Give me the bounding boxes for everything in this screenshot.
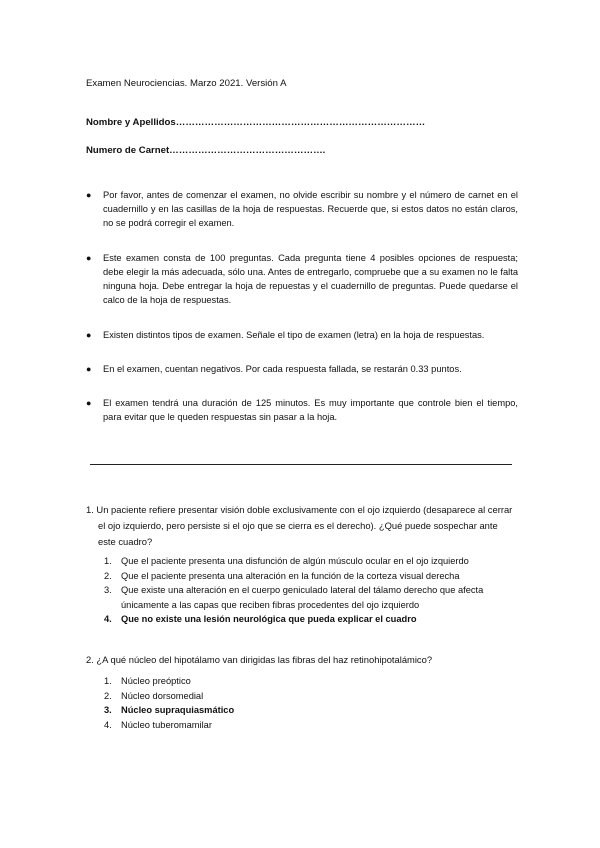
name-field: Nombre y Apellidos…………………………………………………………………… [86,117,426,128]
option-item: 2. Que el paciente presenta una alteración en la función de la corteza visual derecha [104,570,460,581]
carnet-field: Numero de Carnet…………………………………………. [86,145,326,156]
instruction-text: El examen tendrá una duración de 125 minutos. Es muy importante que controle bien el tiempo, para evitar que le queden respuestas sin pasar a la hoja. [103,398,518,422]
instruction-text: Existen distintos tipos de examen. Señale el tipo de examen (letra) en la hoja de respuestas. [103,330,485,340]
instructions-list [86,188,518,424]
bullet-icon: ● [86,398,92,408]
option-item: 1. Núcleo preóptico [104,676,191,686]
option-item-correct: 4. Que no existe una lesión neurológica que pueda explicar el cuadro [104,614,417,625]
option-item: 3. Que existe una alteración en el cuerpo geniculado lateral del tálamo derecho que afecta únicamente a las capas que reciben fibras procedentes del ojo izquierdo [104,585,484,610]
question-1 [86,502,516,627]
options-list [86,554,516,627]
separator-line [90,464,512,465]
instruction-item [86,188,518,230]
option-item: 4. Núcleo tuberomamilar [104,719,212,730]
options-list [86,674,516,732]
instruction-item [86,396,518,424]
instruction-item [86,362,518,376]
instruction-item [86,251,518,307]
question-text: 1. Un paciente refiere presentar visión doble exclusivamente con el ojo izquierdo (desaparece al cerrar el ojo izquierdo, pero persiste si el ojo que se cierra es el derecho). ¿Qué puede sospechar ante este cuadro? [86,504,513,547]
instruction-text: Por favor, antes de comenzar el examen, no olvide escribir su nombre y el número de carnet en el cuadernillo y en las casillas de la hoja de respuestas. Recuerde que, si estos datos no están claros, no se podrá corregir el examen. [103,190,518,228]
bullet-icon: ● [86,190,92,200]
bullet-icon: ● [86,364,92,374]
option-item: 2. Núcleo dorsomedial [104,690,204,701]
question-2 [86,652,516,732]
instruction-item [86,328,518,342]
question-text: 2. ¿A qué núcleo del hipotálamo van dirigidas las fibras del haz retinohipotalámico? [86,654,433,665]
bullet-icon: ● [86,330,92,340]
instruction-text: En el examen, cuentan negativos. Por cada respuesta fallada, se restarán 0.33 puntos. [103,364,462,374]
exam-title: Examen Neurociencias. Marzo 2021. Versión A [86,78,287,89]
option-item-correct: 3. Núcleo supraquiasmático [104,705,235,716]
bullet-icon: ● [86,253,92,263]
instruction-text: Este examen consta de 100 preguntas. Cada pregunta tiene 4 posibles opciones de respuesta; debe elegir la más adecuada, sólo una. Antes de entregarlo, compruebe que a su examen no le falta ninguna hoja. Debe entregar la hoja de repuestas y el cuadernillo de preguntas. Puede quedarse el calco de la hoja de respuestas. [103,253,518,305]
option-item: 1. Que el paciente presenta una disfunción de algún músculo ocular en el ojo izquierdo [104,556,469,566]
